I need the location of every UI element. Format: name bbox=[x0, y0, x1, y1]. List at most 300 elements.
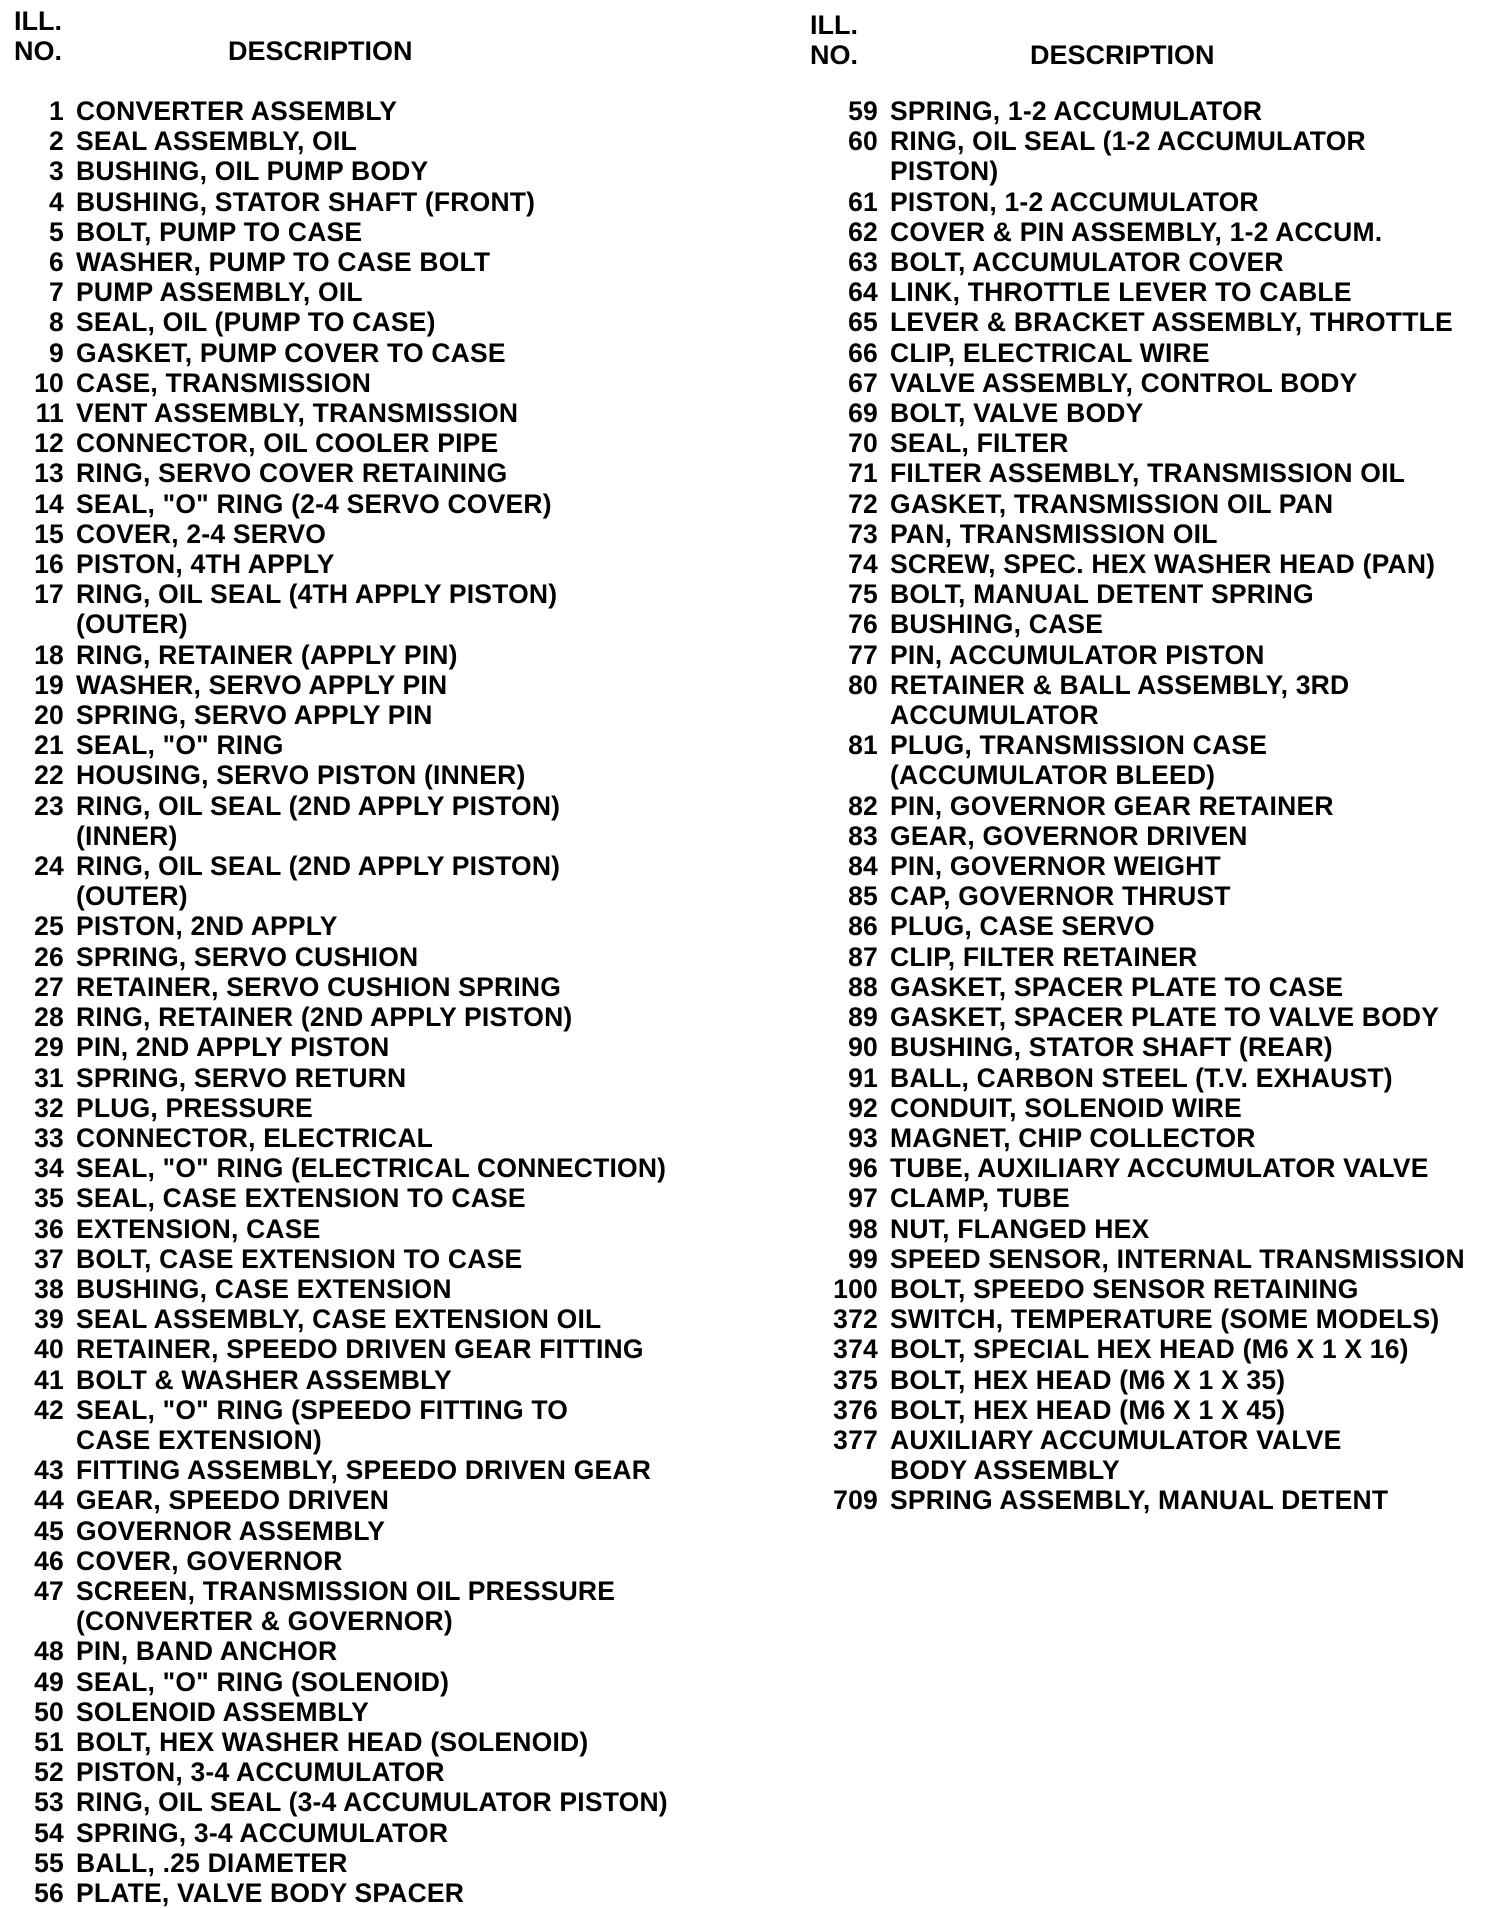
ill-number: 32 bbox=[34, 1092, 64, 1123]
part-entry bbox=[810, 1485, 1500, 1515]
part-description: PISTON, 1-2 ACCUMULATOR bbox=[890, 186, 1259, 217]
part-description: SPRING ASSEMBLY, MANUAL DETENT bbox=[890, 1485, 1389, 1516]
part-entry bbox=[14, 700, 754, 730]
part-entry bbox=[14, 730, 754, 760]
ill-number: 76 bbox=[848, 609, 878, 640]
part-description: RETAINER & BALL ASSEMBLY, 3RD ACCUMULATOR bbox=[890, 669, 1350, 731]
part-description: SCREEN, TRANSMISSION OIL PRESSURE (CONVERTER & GOVERNOR) bbox=[76, 1575, 616, 1637]
part-entry bbox=[810, 1395, 1500, 1425]
part-entry bbox=[810, 851, 1500, 881]
part-entry bbox=[810, 187, 1500, 217]
ill-number: 67 bbox=[848, 367, 878, 398]
column-header bbox=[14, 0, 754, 96]
part-description: BOLT, PUMP TO CASE bbox=[76, 216, 363, 247]
part-description: CLIP, FILTER RETAINER bbox=[890, 941, 1198, 972]
part-entry bbox=[810, 1063, 1500, 1093]
ill-number: 100 bbox=[833, 1273, 878, 1304]
part-entry bbox=[810, 247, 1500, 277]
part-entry bbox=[14, 1576, 754, 1636]
part-description: WASHER, SERVO APPLY PIN bbox=[76, 669, 448, 700]
parts-list bbox=[810, 96, 1500, 1516]
ill-number: 73 bbox=[848, 518, 878, 549]
ill-number: 8 bbox=[49, 307, 64, 338]
part-entry bbox=[14, 1848, 754, 1878]
part-entry bbox=[14, 428, 754, 458]
ill-number: 22 bbox=[34, 760, 64, 791]
ill-number: 52 bbox=[34, 1757, 64, 1788]
part-description: SOLENOID ASSEMBLY bbox=[76, 1696, 369, 1727]
part-description: BOLT, ACCUMULATOR COVER bbox=[890, 247, 1284, 278]
part-entry bbox=[810, 609, 1500, 639]
ill-number: 53 bbox=[34, 1787, 64, 1818]
part-description: FILTER ASSEMBLY, TRANSMISSION OIL bbox=[890, 458, 1406, 489]
part-description: BOLT, HEX WASHER HEAD (SOLENOID) bbox=[76, 1726, 589, 1757]
part-description: PISTON, 2ND APPLY bbox=[76, 911, 338, 942]
part-entry bbox=[810, 489, 1500, 519]
part-description: VALVE ASSEMBLY, CONTROL BODY bbox=[890, 367, 1358, 398]
part-entry bbox=[14, 368, 754, 398]
no-header: NO. bbox=[810, 40, 859, 70]
ill-number: 24 bbox=[34, 851, 64, 882]
part-description: BUSHING, CASE bbox=[890, 609, 1104, 640]
part-description: NUT, FLANGED HEX bbox=[890, 1213, 1150, 1244]
ill-number: 21 bbox=[34, 730, 64, 761]
part-description: PISTON, 4TH APPLY bbox=[76, 549, 335, 580]
part-description: WASHER, PUMP TO CASE BOLT bbox=[76, 247, 491, 278]
part-description: PLUG, PRESSURE bbox=[76, 1092, 313, 1123]
ill-number: 17 bbox=[34, 579, 64, 610]
part-entry bbox=[14, 187, 754, 217]
part-entry bbox=[810, 881, 1500, 911]
part-entry bbox=[14, 1093, 754, 1123]
ill-number: 70 bbox=[848, 428, 878, 459]
part-entry bbox=[14, 1002, 754, 1032]
part-entry bbox=[810, 1183, 1500, 1213]
part-description: BOLT, HEX HEAD (M6 X 1 X 35) bbox=[890, 1364, 1286, 1395]
ill-number: 56 bbox=[34, 1877, 64, 1908]
part-description: BOLT, VALVE BODY bbox=[890, 398, 1144, 429]
part-description: EXTENSION, CASE bbox=[76, 1213, 321, 1244]
part-entry bbox=[810, 1365, 1500, 1395]
part-entry bbox=[14, 1485, 754, 1515]
ill-number: 20 bbox=[34, 700, 64, 731]
part-description: SEAL, "O" RING bbox=[76, 730, 284, 761]
part-description: RING, OIL SEAL (1-2 ACCUMULATOR PISTON) bbox=[890, 126, 1366, 187]
column-header bbox=[810, 0, 1500, 96]
ill-number: 41 bbox=[34, 1364, 64, 1395]
ill-number: 38 bbox=[34, 1273, 64, 1304]
part-entry bbox=[810, 911, 1500, 941]
part-entry bbox=[14, 126, 754, 156]
ill-number: 28 bbox=[34, 1002, 64, 1033]
ill-number: 5 bbox=[49, 216, 64, 247]
ill-number: 61 bbox=[848, 186, 878, 217]
part-description: CONNECTOR, OIL COOLER PIPE bbox=[76, 428, 499, 459]
part-entry bbox=[14, 1395, 754, 1455]
part-entry bbox=[810, 1032, 1500, 1062]
part-entry bbox=[810, 277, 1500, 307]
part-entry bbox=[14, 1123, 754, 1153]
ill-number: 1 bbox=[49, 96, 64, 126]
ill-number: 69 bbox=[848, 398, 878, 429]
part-entry bbox=[810, 519, 1500, 549]
part-entry bbox=[14, 1304, 754, 1334]
part-entry bbox=[14, 579, 754, 639]
part-description: RING, SERVO COVER RETAINING bbox=[76, 458, 508, 489]
part-description: BOLT, MANUAL DETENT SPRING bbox=[890, 579, 1314, 610]
part-entry bbox=[14, 640, 754, 670]
part-description: BOLT & WASHER ASSEMBLY bbox=[76, 1364, 452, 1395]
part-description: BALL, CARBON STEEL (T.V. EXHAUST) bbox=[890, 1062, 1393, 1093]
ill-number: 33 bbox=[34, 1122, 64, 1153]
part-entry bbox=[14, 911, 754, 941]
part-description: VENT ASSEMBLY, TRANSMISSION bbox=[76, 398, 519, 429]
part-description: RING, OIL SEAL (3-4 ACCUMULATOR PISTON) bbox=[76, 1787, 668, 1818]
part-description: BOLT, SPEEDO SENSOR RETAINING bbox=[890, 1273, 1359, 1304]
part-description: PIN, ACCUMULATOR PISTON bbox=[890, 639, 1265, 670]
ill-number: 44 bbox=[34, 1485, 64, 1516]
part-entry bbox=[14, 247, 754, 277]
part-entry bbox=[14, 156, 754, 186]
ill-number: 50 bbox=[34, 1696, 64, 1727]
part-description: LEVER & BRACKET ASSEMBLY, THROTTLE bbox=[890, 307, 1453, 338]
part-description: SPRING, 3-4 ACCUMULATOR bbox=[76, 1817, 449, 1848]
part-description: SEAL, "O" RING (SPEEDO FITTING TO CASE EXTENSION) bbox=[76, 1394, 569, 1455]
part-description: SEAL, "O" RING (SOLENOID) bbox=[76, 1666, 450, 1697]
ill-number: 84 bbox=[848, 851, 878, 882]
part-entry bbox=[14, 307, 754, 337]
part-entry bbox=[810, 1425, 1500, 1485]
part-description: CASE, TRANSMISSION bbox=[76, 367, 372, 398]
ill-number: 88 bbox=[848, 971, 878, 1002]
ill-number: 90 bbox=[848, 1032, 878, 1063]
part-description: PLATE, VALVE BODY SPACER bbox=[76, 1877, 465, 1908]
part-description: CAP, GOVERNOR THRUST bbox=[890, 881, 1231, 912]
part-entry bbox=[14, 338, 754, 368]
part-entry bbox=[14, 458, 754, 488]
part-description: CONDUIT, SOLENOID WIRE bbox=[890, 1092, 1242, 1123]
ill-number: 59 bbox=[848, 96, 878, 126]
part-entry bbox=[14, 670, 754, 700]
ill-number: 83 bbox=[848, 820, 878, 851]
ill-number: 75 bbox=[848, 579, 878, 610]
ill-number: 86 bbox=[848, 911, 878, 942]
ill-number: 97 bbox=[848, 1183, 878, 1214]
part-entry bbox=[810, 942, 1500, 972]
part-description: GASKET, SPACER PLATE TO VALVE BODY bbox=[890, 1002, 1440, 1033]
part-description: PAN, TRANSMISSION OIL bbox=[890, 518, 1218, 549]
part-entry bbox=[810, 126, 1500, 186]
part-entry bbox=[14, 1334, 754, 1364]
part-description: GEAR, SPEEDO DRIVEN bbox=[76, 1485, 390, 1516]
part-description: RING, OIL SEAL (4TH APPLY PISTON) (OUTER) bbox=[76, 579, 558, 640]
part-entry bbox=[810, 307, 1500, 337]
part-entry bbox=[810, 368, 1500, 398]
part-description: PIN, BAND ANCHOR bbox=[76, 1636, 338, 1667]
ill-number: 374 bbox=[833, 1334, 878, 1365]
part-description: PLUG, TRANSMISSION CASE (ACCUMULATOR BLEED) bbox=[890, 730, 1268, 791]
ill-number: 85 bbox=[848, 881, 878, 912]
part-description: CLIP, ELECTRICAL WIRE bbox=[890, 337, 1210, 368]
part-entry bbox=[14, 1818, 754, 1848]
part-description: PISTON, 3-4 ACCUMULATOR bbox=[76, 1757, 445, 1788]
part-entry bbox=[14, 1546, 754, 1576]
part-description: BOLT, SPECIAL HEX HEAD (M6 X 1 X 16) bbox=[890, 1334, 1409, 1365]
part-description: SEAL, OIL (PUMP TO CASE) bbox=[76, 307, 436, 338]
part-description: COVER, GOVERNOR bbox=[76, 1545, 343, 1576]
ill-number: 376 bbox=[833, 1394, 878, 1425]
part-entry bbox=[14, 1063, 754, 1093]
part-entry bbox=[14, 1455, 754, 1485]
ill-number: 23 bbox=[34, 790, 64, 821]
part-entry bbox=[14, 1244, 754, 1274]
part-entry bbox=[14, 519, 754, 549]
part-entry bbox=[14, 1214, 754, 1244]
part-description: LINK, THROTTLE LEVER TO CABLE bbox=[890, 277, 1352, 308]
part-description: SEAL, "O" RING (2-4 SERVO COVER) bbox=[76, 488, 552, 519]
ill-number: 42 bbox=[34, 1394, 64, 1425]
part-description: RING, RETAINER (APPLY PIN) bbox=[76, 639, 458, 670]
ill-number: 98 bbox=[848, 1213, 878, 1244]
part-entry bbox=[14, 1032, 754, 1062]
part-entry bbox=[810, 640, 1500, 670]
part-entry bbox=[14, 1274, 754, 1304]
ill-number: 11 bbox=[35, 398, 64, 429]
part-description: AUXILIARY ACCUMULATOR VALVE BODY ASSEMBLY bbox=[890, 1424, 1342, 1486]
part-description: SEAL ASSEMBLY, OIL bbox=[76, 126, 357, 157]
part-description: BUSHING, OIL PUMP BODY bbox=[76, 156, 429, 187]
part-description: SPRING, 1-2 ACCUMULATOR bbox=[890, 96, 1263, 126]
ill-number: 375 bbox=[833, 1364, 878, 1395]
ill-number: 62 bbox=[848, 216, 878, 247]
part-entry bbox=[810, 549, 1500, 579]
ill-number: 51 bbox=[34, 1726, 64, 1757]
part-entry bbox=[810, 1002, 1500, 1032]
ill-number: 66 bbox=[848, 337, 878, 368]
part-description: CONNECTOR, ELECTRICAL bbox=[76, 1122, 434, 1153]
part-entry bbox=[14, 851, 754, 911]
part-description: SPRING, SERVO APPLY PIN bbox=[76, 700, 433, 731]
part-description: MAGNET, CHIP COLLECTOR bbox=[890, 1122, 1256, 1153]
part-description: COVER, 2-4 SERVO bbox=[76, 518, 327, 549]
part-entry bbox=[810, 1093, 1500, 1123]
part-entry bbox=[14, 277, 754, 307]
ill-number: 15 bbox=[34, 518, 64, 549]
parts-list bbox=[14, 96, 754, 1908]
ill-number: 45 bbox=[34, 1515, 64, 1546]
part-entry bbox=[14, 1365, 754, 1395]
ill-number: 4 bbox=[49, 186, 64, 217]
ill-number: 26 bbox=[34, 941, 64, 972]
part-description: GASKET, SPACER PLATE TO CASE bbox=[890, 971, 1344, 1002]
ill-number: 92 bbox=[848, 1092, 878, 1123]
ill-header: ILL. bbox=[14, 6, 62, 36]
part-description: RING, OIL SEAL (2ND APPLY PISTON) (OUTER) bbox=[76, 851, 561, 912]
ill-number: 14 bbox=[34, 488, 64, 519]
ill-number: 3 bbox=[49, 156, 64, 187]
ill-number: 60 bbox=[848, 126, 878, 157]
part-entry bbox=[14, 1757, 754, 1787]
part-entry bbox=[14, 1787, 754, 1817]
part-description: SPEED SENSOR, INTERNAL TRANSMISSION bbox=[890, 1243, 1465, 1274]
description-header: DESCRIPTION bbox=[228, 36, 413, 66]
ill-number: 16 bbox=[34, 549, 64, 580]
part-description: SEAL, "O" RING (ELECTRICAL CONNECTION) bbox=[76, 1153, 667, 1184]
part-entry bbox=[14, 1153, 754, 1183]
part-description: SWITCH, TEMPERATURE (SOME MODELS) bbox=[890, 1304, 1440, 1335]
part-entry bbox=[810, 1214, 1500, 1244]
part-description: GEAR, GOVERNOR DRIVEN bbox=[890, 820, 1248, 851]
ill-number: 93 bbox=[848, 1122, 878, 1153]
part-entry bbox=[810, 1153, 1500, 1183]
part-description: PLUG, CASE SERVO bbox=[890, 911, 1155, 942]
ill-number: 46 bbox=[34, 1545, 64, 1576]
ill-number: 71 bbox=[848, 458, 878, 489]
part-description: SEAL, CASE EXTENSION TO CASE bbox=[76, 1183, 526, 1214]
ill-number: 377 bbox=[833, 1424, 878, 1455]
part-description: PUMP ASSEMBLY, OIL bbox=[76, 277, 363, 308]
part-description: RETAINER, SERVO CUSHION SPRING bbox=[76, 971, 562, 1002]
part-entry bbox=[810, 398, 1500, 428]
part-entry bbox=[810, 670, 1500, 730]
ill-number: 9 bbox=[49, 337, 64, 368]
ill-number: 10 bbox=[34, 367, 64, 398]
part-entry bbox=[14, 942, 754, 972]
ill-number: 7 bbox=[49, 277, 64, 308]
ill-number: 54 bbox=[34, 1817, 64, 1848]
part-entry bbox=[810, 791, 1500, 821]
parts-list-right-column bbox=[810, 0, 1500, 1516]
ill-number: 27 bbox=[34, 971, 64, 1002]
part-entry bbox=[14, 1636, 754, 1666]
part-entry bbox=[14, 398, 754, 428]
ill-number: 80 bbox=[848, 669, 878, 700]
ill-number: 709 bbox=[833, 1485, 878, 1516]
part-entry bbox=[14, 1667, 754, 1697]
ill-number: 35 bbox=[34, 1183, 64, 1214]
ill-number: 65 bbox=[848, 307, 878, 338]
part-entry bbox=[14, 1516, 754, 1546]
part-entry bbox=[14, 1183, 754, 1213]
part-entry bbox=[14, 1727, 754, 1757]
part-description: RETAINER, SPEEDO DRIVEN GEAR FITTING bbox=[76, 1334, 644, 1365]
part-description: BOLT, HEX HEAD (M6 X 1 X 45) bbox=[890, 1394, 1286, 1425]
part-description: BOLT, CASE EXTENSION TO CASE bbox=[76, 1243, 523, 1274]
part-entry bbox=[810, 217, 1500, 247]
part-entry bbox=[14, 217, 754, 247]
ill-number: 19 bbox=[34, 669, 64, 700]
ill-number: 64 bbox=[848, 277, 878, 308]
part-description: CONVERTER ASSEMBLY bbox=[76, 96, 398, 126]
description-header: DESCRIPTION bbox=[1030, 40, 1215, 70]
ill-number: 372 bbox=[833, 1304, 878, 1335]
ill-number: 31 bbox=[34, 1062, 64, 1093]
part-entry bbox=[810, 821, 1500, 851]
part-description: SEAL ASSEMBLY, CASE EXTENSION OIL bbox=[76, 1304, 602, 1335]
part-entry bbox=[14, 96, 754, 126]
ill-number: 12 bbox=[34, 428, 64, 459]
parts-list-left-column bbox=[14, 0, 754, 1908]
ill-number: 96 bbox=[848, 1153, 878, 1184]
part-description: BALL, .25 DIAMETER bbox=[76, 1847, 348, 1878]
part-entry bbox=[14, 1697, 754, 1727]
part-entry bbox=[810, 96, 1500, 126]
ill-number: 82 bbox=[848, 790, 878, 821]
no-header: NO. bbox=[14, 36, 63, 66]
ill-number: 34 bbox=[34, 1153, 64, 1184]
part-entry bbox=[810, 579, 1500, 609]
ill-number: 13 bbox=[34, 458, 64, 489]
part-description: BUSHING, STATOR SHAFT (REAR) bbox=[890, 1032, 1333, 1063]
part-description: BUSHING, STATOR SHAFT (FRONT) bbox=[76, 186, 536, 217]
part-description: PIN, GOVERNOR WEIGHT bbox=[890, 851, 1221, 882]
part-description: TUBE, AUXILIARY ACCUMULATOR VALVE bbox=[890, 1153, 1429, 1184]
part-entry bbox=[14, 549, 754, 579]
ill-number: 47 bbox=[34, 1575, 64, 1606]
part-description: GASKET, PUMP COVER TO CASE bbox=[76, 337, 506, 368]
part-entry bbox=[14, 791, 754, 851]
part-description: SCREW, SPEC. HEX WASHER HEAD (PAN) bbox=[890, 549, 1436, 580]
ill-number: 91 bbox=[848, 1062, 878, 1093]
part-description: SPRING, SERVO RETURN bbox=[76, 1062, 407, 1093]
part-entry bbox=[810, 428, 1500, 458]
part-entry bbox=[810, 1274, 1500, 1304]
ill-number: 6 bbox=[49, 247, 64, 278]
ill-number: 37 bbox=[34, 1243, 64, 1274]
ill-number: 43 bbox=[34, 1455, 64, 1486]
part-description: PIN, GOVERNOR GEAR RETAINER bbox=[890, 790, 1334, 821]
ill-number: 29 bbox=[34, 1032, 64, 1063]
ill-number: 63 bbox=[848, 247, 878, 278]
part-description: GOVERNOR ASSEMBLY bbox=[76, 1515, 386, 1546]
ill-number: 99 bbox=[848, 1243, 878, 1274]
part-description: GASKET, TRANSMISSION OIL PAN bbox=[890, 488, 1334, 519]
ill-header: ILL. bbox=[810, 10, 858, 40]
part-entry bbox=[810, 730, 1500, 790]
ill-number: 18 bbox=[34, 639, 64, 670]
part-entry bbox=[14, 1878, 754, 1908]
part-entry bbox=[810, 1244, 1500, 1274]
part-description: BUSHING, CASE EXTENSION bbox=[76, 1273, 452, 1304]
part-description: CLAMP, TUBE bbox=[890, 1183, 1070, 1214]
ill-number: 36 bbox=[34, 1213, 64, 1244]
part-entry bbox=[810, 1304, 1500, 1334]
ill-number: 55 bbox=[34, 1847, 64, 1878]
part-entry bbox=[810, 972, 1500, 1002]
ill-number: 74 bbox=[848, 549, 878, 580]
part-entry bbox=[810, 1123, 1500, 1153]
ill-number: 72 bbox=[848, 488, 878, 519]
ill-number: 81 bbox=[848, 730, 878, 761]
ill-number: 39 bbox=[34, 1304, 64, 1335]
ill-number: 25 bbox=[34, 911, 64, 942]
part-entry bbox=[14, 760, 754, 790]
part-entry bbox=[810, 458, 1500, 488]
part-description: FITTING ASSEMBLY, SPEEDO DRIVEN GEAR bbox=[76, 1455, 652, 1486]
ill-number: 48 bbox=[34, 1636, 64, 1667]
part-entry bbox=[14, 489, 754, 519]
ill-number: 87 bbox=[848, 941, 878, 972]
part-description: RING, OIL SEAL (2ND APPLY PISTON) (INNER) bbox=[76, 790, 561, 851]
ill-number: 49 bbox=[34, 1666, 64, 1697]
part-description: SEAL, FILTER bbox=[890, 428, 1069, 459]
part-entry bbox=[14, 972, 754, 1002]
part-entry bbox=[810, 1334, 1500, 1364]
part-description: HOUSING, SERVO PISTON (INNER) bbox=[76, 760, 526, 791]
ill-number: 77 bbox=[848, 639, 878, 670]
ill-number: 2 bbox=[49, 126, 64, 157]
part-entry bbox=[810, 338, 1500, 368]
